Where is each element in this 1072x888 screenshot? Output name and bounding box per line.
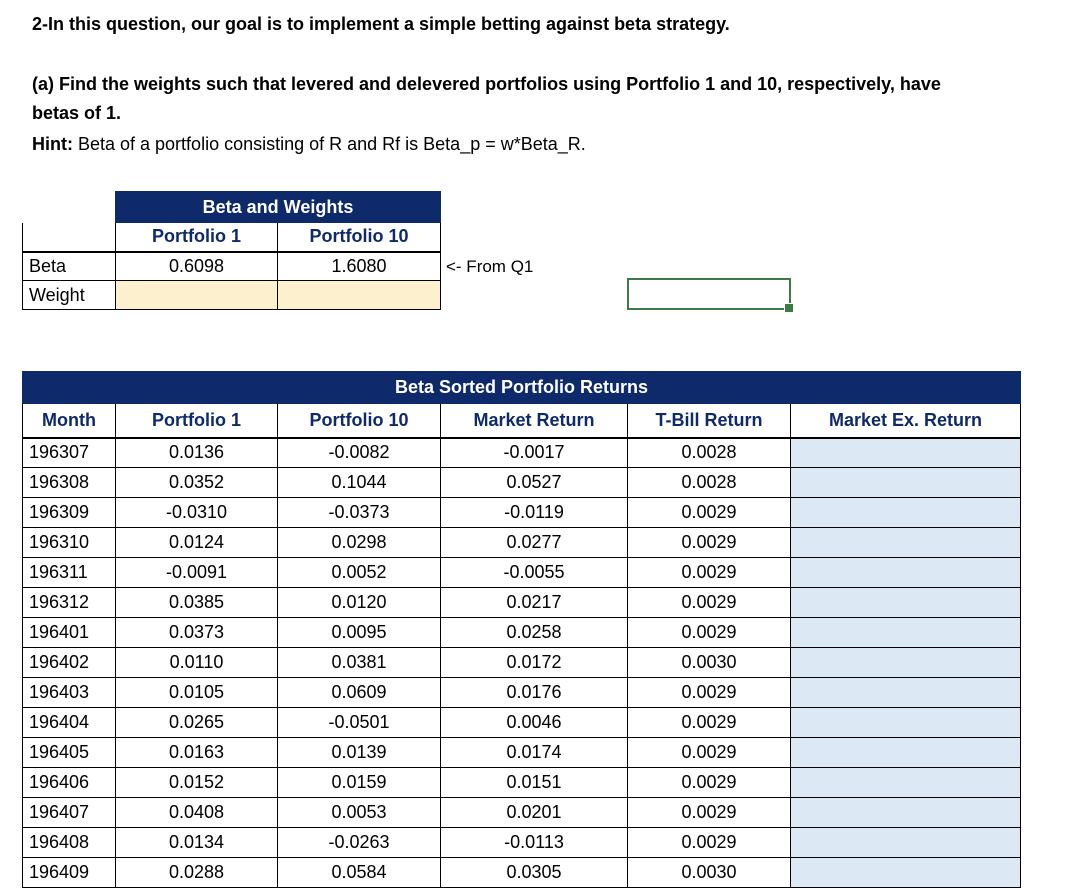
weight-portfolio-1-input-cell[interactable] [116, 281, 278, 310]
market-ex-return-cell[interactable] [791, 468, 1021, 498]
portfolio-1-cell[interactable]: 0.0105 [116, 678, 278, 708]
market-ex-return-cell[interactable] [791, 798, 1021, 828]
portfolio-10-cell[interactable]: 0.0609 [278, 678, 441, 708]
market-return-cell[interactable]: 0.0176 [441, 678, 628, 708]
table-row [23, 768, 1021, 798]
market-ex-return-cell[interactable] [791, 708, 1021, 738]
tbill-return-cell[interactable]: 0.0029 [628, 798, 791, 828]
returns-table-body [23, 438, 1021, 888]
question-part-a-continued: betas of 1. [32, 103, 122, 123]
table-row [23, 528, 1021, 558]
beta-weights-header-blank[interactable] [23, 223, 116, 252]
returns-header-market-ex-return[interactable]: Market Ex. Return [791, 404, 1021, 438]
month-cell[interactable]: 196401 [23, 618, 116, 648]
returns-header-market-return[interactable]: Market Return [441, 404, 628, 438]
table-row [23, 828, 1021, 858]
table-row [23, 798, 1021, 828]
portfolio-1-cell[interactable]: -0.0310 [116, 498, 278, 528]
tbill-return-cell[interactable]: 0.0029 [628, 708, 791, 738]
weight-row [23, 281, 441, 310]
table-row [23, 498, 1021, 528]
beta-portfolio-10-cell[interactable]: 1.6080 [278, 252, 441, 281]
beta-weights-corner-cell[interactable] [23, 192, 116, 223]
hint-label: Hint: [32, 134, 73, 154]
table-row [23, 858, 1021, 888]
tbill-return-cell[interactable]: 0.0029 [628, 498, 791, 528]
tbill-return-cell[interactable]: 0.0029 [628, 738, 791, 768]
month-cell[interactable]: 196404 [23, 708, 116, 738]
returns-header-tbill-return[interactable]: T-Bill Return [628, 404, 791, 438]
fill-handle[interactable] [784, 303, 794, 313]
tbill-return-cell[interactable]: 0.0029 [628, 528, 791, 558]
tbill-return-cell[interactable]: 0.0029 [628, 558, 791, 588]
market-ex-return-cell[interactable] [791, 768, 1021, 798]
portfolio-10-cell[interactable]: 0.0053 [278, 798, 441, 828]
portfolio-1-cell[interactable]: 0.0124 [116, 528, 278, 558]
portfolio-10-cell[interactable]: -0.0082 [278, 438, 441, 468]
portfolio-1-cell[interactable]: 0.0385 [116, 588, 278, 618]
portfolio-1-cell[interactable]: 0.0136 [116, 438, 278, 468]
returns-header-portfolio-10[interactable]: Portfolio 10 [278, 404, 441, 438]
market-return-cell[interactable]: -0.0119 [441, 498, 628, 528]
portfolio-1-cell[interactable]: 0.0110 [116, 648, 278, 678]
market-ex-return-cell[interactable] [791, 438, 1021, 468]
question-title: 2-In this question, our goal is to implement a simple betting against beta strategy. [32, 14, 730, 34]
month-cell[interactable]: 196403 [23, 678, 116, 708]
portfolio-10-cell[interactable]: 0.0159 [278, 768, 441, 798]
market-ex-return-cell[interactable] [791, 738, 1021, 768]
portfolio-1-cell[interactable]: 0.0163 [116, 738, 278, 768]
tbill-return-cell[interactable]: 0.0029 [628, 828, 791, 858]
month-cell[interactable]: 196307 [23, 438, 116, 468]
market-return-cell[interactable]: 0.0305 [441, 858, 628, 888]
tbill-return-cell[interactable]: 0.0028 [628, 438, 791, 468]
portfolio-10-cell[interactable]: 0.0381 [278, 648, 441, 678]
portfolio-10-cell[interactable]: -0.0373 [278, 498, 441, 528]
market-ex-return-cell[interactable] [791, 618, 1021, 648]
market-return-cell[interactable]: -0.0017 [441, 438, 628, 468]
market-return-cell[interactable]: 0.0201 [441, 798, 628, 828]
tbill-return-cell[interactable]: 0.0029 [628, 588, 791, 618]
tbill-return-cell[interactable]: 0.0028 [628, 468, 791, 498]
beta-weights-header-portfolio-10[interactable]: Portfolio 10 [278, 223, 441, 252]
beta-label-cell[interactable]: Beta [23, 252, 116, 281]
portfolio-1-cell[interactable]: 0.0288 [116, 858, 278, 888]
tbill-return-cell[interactable]: 0.0029 [628, 678, 791, 708]
table-row [23, 648, 1021, 678]
market-ex-return-cell[interactable] [791, 678, 1021, 708]
beta-weights-header-portfolio-1[interactable]: Portfolio 1 [116, 223, 278, 252]
market-ex-return-cell[interactable] [791, 648, 1021, 678]
beta-weights-title[interactable]: Beta and Weights [116, 192, 441, 223]
selected-cell[interactable] [627, 278, 791, 310]
month-cell[interactable]: 196402 [23, 648, 116, 678]
beta-weights-table [22, 191, 441, 310]
month-cell[interactable]: 196409 [23, 858, 116, 888]
month-cell[interactable]: 196311 [23, 558, 116, 588]
portfolio-10-cell[interactable]: 0.0120 [278, 588, 441, 618]
market-return-cell[interactable]: 0.0151 [441, 768, 628, 798]
hint-text: Beta of a portfolio consisting of R and Rf is Beta_p = w*Beta_R. [72, 134, 586, 154]
beta-sorted-returns-table [22, 371, 1021, 888]
beta-row [23, 252, 441, 281]
month-cell[interactable]: 196406 [23, 768, 116, 798]
market-return-cell[interactable]: -0.0113 [441, 828, 628, 858]
table-row [23, 618, 1021, 648]
beta-portfolio-1-cell[interactable]: 0.6098 [116, 252, 278, 281]
market-ex-return-cell[interactable] [791, 588, 1021, 618]
table-row [23, 588, 1021, 618]
portfolio-10-cell[interactable]: 0.1044 [278, 468, 441, 498]
market-return-cell[interactable]: 0.0174 [441, 738, 628, 768]
hint-line [32, 134, 586, 155]
returns-table-title[interactable]: Beta Sorted Portfolio Returns [23, 372, 1021, 404]
table-row [23, 678, 1021, 708]
question-part-a: (a) Find the weights such that levered and delevered portfolios using Portfolio 1 and 10, respectively, have [32, 74, 941, 94]
portfolio-10-cell[interactable]: -0.0501 [278, 708, 441, 738]
portfolio-1-cell[interactable]: -0.0091 [116, 558, 278, 588]
market-return-cell[interactable]: 0.0172 [441, 648, 628, 678]
portfolio-1-cell[interactable]: 0.0134 [116, 828, 278, 858]
market-return-cell[interactable]: 0.0217 [441, 588, 628, 618]
market-return-cell[interactable]: 0.0258 [441, 618, 628, 648]
portfolio-1-cell[interactable]: 0.0152 [116, 768, 278, 798]
tbill-return-cell[interactable]: 0.0030 [628, 648, 791, 678]
month-cell[interactable]: 196312 [23, 588, 116, 618]
returns-header-portfolio-1[interactable]: Portfolio 1 [116, 404, 278, 438]
month-cell[interactable]: 196308 [23, 468, 116, 498]
returns-header-month[interactable]: Month [23, 404, 116, 438]
tbill-return-cell[interactable]: 0.0029 [628, 618, 791, 648]
portfolio-1-cell[interactable]: 0.0408 [116, 798, 278, 828]
weight-portfolio-10-input-cell[interactable] [278, 281, 441, 310]
table-row [23, 558, 1021, 588]
tbill-return-cell[interactable]: 0.0030 [628, 858, 791, 888]
portfolio-1-cell[interactable]: 0.0373 [116, 618, 278, 648]
portfolio-10-cell[interactable]: 0.0139 [278, 738, 441, 768]
month-cell[interactable]: 196407 [23, 798, 116, 828]
table-row [23, 738, 1021, 768]
market-ex-return-cell[interactable] [791, 858, 1021, 888]
portfolio-10-cell[interactable]: 0.0052 [278, 558, 441, 588]
tbill-return-cell[interactable]: 0.0029 [628, 768, 791, 798]
month-cell[interactable]: 196309 [23, 498, 116, 528]
returns-header-row [23, 404, 1021, 438]
market-ex-return-cell[interactable] [791, 558, 1021, 588]
market-ex-return-cell[interactable] [791, 498, 1021, 528]
market-return-cell[interactable]: -0.0055 [441, 558, 628, 588]
table-row [23, 438, 1021, 468]
portfolio-1-cell[interactable]: 0.0352 [116, 468, 278, 498]
month-cell[interactable]: 196310 [23, 528, 116, 558]
table-row [23, 708, 1021, 738]
portfolio-10-cell[interactable]: -0.0263 [278, 828, 441, 858]
portfolio-1-cell[interactable]: 0.0265 [116, 708, 278, 738]
portfolio-10-cell[interactable]: 0.0584 [278, 858, 441, 888]
month-cell[interactable]: 196405 [23, 738, 116, 768]
month-cell[interactable]: 196408 [23, 828, 116, 858]
table-row [23, 468, 1021, 498]
returns-title-row [23, 372, 1021, 404]
market-ex-return-cell[interactable] [791, 528, 1021, 558]
market-return-cell[interactable]: 0.0277 [441, 528, 628, 558]
portfolio-10-cell[interactable]: 0.0095 [278, 618, 441, 648]
market-ex-return-cell[interactable] [791, 828, 1021, 858]
beta-weights-header-row [23, 223, 441, 252]
portfolio-10-cell[interactable]: 0.0298 [278, 528, 441, 558]
market-return-cell[interactable]: 0.0527 [441, 468, 628, 498]
market-return-cell[interactable]: 0.0046 [441, 708, 628, 738]
weight-label-cell[interactable]: Weight [23, 281, 116, 310]
from-q1-note: <- From Q1 [446, 257, 534, 276]
beta-weights-title-row [23, 192, 441, 223]
